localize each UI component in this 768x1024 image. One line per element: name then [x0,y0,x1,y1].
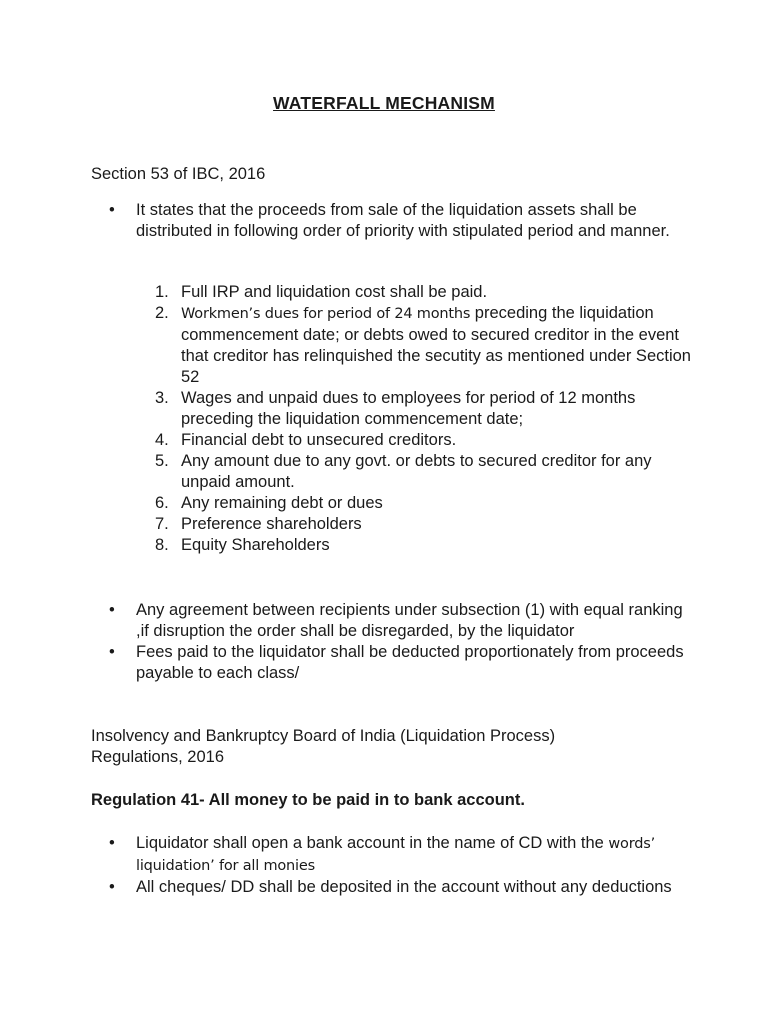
bullet-item [109,877,699,898]
intro-bullet-list [109,200,699,242]
item-lead-text: Workmen’s dues for period of 24 months [181,306,471,322]
item-number: 8. [155,536,169,554]
item-number: 1. [155,283,169,301]
item-text: Financial debt to unsecured creditors. [181,431,457,449]
item-text: Any amount due to any govt. or debts to secured creditor for any unpaid amount. [181,452,652,491]
priority-item [155,388,695,430]
item-number: 2. [155,304,169,322]
bullet-text: Liquidator shall open a bank account in the name of CD with the [136,834,609,852]
priority-item [155,303,695,388]
priority-item [155,430,695,451]
bullet-tail-text: words’ liquidation’ for all monies [136,836,655,874]
bullet-text: Any agreement between recipients under subsection (1) with equal ranking ,if disruption the order shall be disregarded, by the liquidator [136,601,683,640]
item-number: 7. [155,515,169,533]
regulation-41-heading: Regulation 41- All money to be paid in to bank account. [91,791,525,809]
bullet-item [109,833,699,877]
bullet-item [109,642,699,684]
item-text: Full IRP and liquidation cost shall be paid. [181,283,488,301]
additional-bullet-list [109,600,699,684]
item-text: Preference shareholders [181,515,362,533]
bullet-text: All cheques/ DD shall be deposited in the account without any deductions [136,878,672,896]
item-text: Any remaining debt or dues [181,494,383,512]
item-text: Wages and unpaid dues to employees for period of 12 months preceding the liquidation commencement date; [181,389,636,428]
priority-item [155,535,695,556]
item-number: 3. [155,389,169,407]
priority-item [155,493,695,514]
priority-item [155,451,695,493]
priority-list [155,282,695,556]
regulation-bullet-list [109,833,699,898]
item-text: Equity Shareholders [181,536,330,554]
item-number: 5. [155,452,169,470]
priority-item [155,282,695,303]
bullet-text: Fees paid to the liquidator shall be deducted proportionately from proceeds payable to each class/ [136,643,684,682]
section-heading: Section 53 of IBC, 2016 [91,165,266,183]
regulations-heading: Insolvency and Bankruptcy Board of India (Liquidation Process) Regulations, 2016 [91,727,556,766]
priority-item [155,514,695,535]
item-number: 6. [155,494,169,512]
bullet-item [109,600,699,642]
bullet-item [109,200,699,242]
page-title: WATERFALL MECHANISM [273,93,495,113]
item-text: preceding the liquidation commencement date; or debts owed to secured creditor in the event that creditor has relinquished the secutity as mentioned under Section 52 [181,304,691,386]
item-number: 4. [155,431,169,449]
bullet-text: It states that the proceeds from sale of the liquidation assets shall be distributed in following order of priority with stipulated period and manner. [136,201,670,240]
